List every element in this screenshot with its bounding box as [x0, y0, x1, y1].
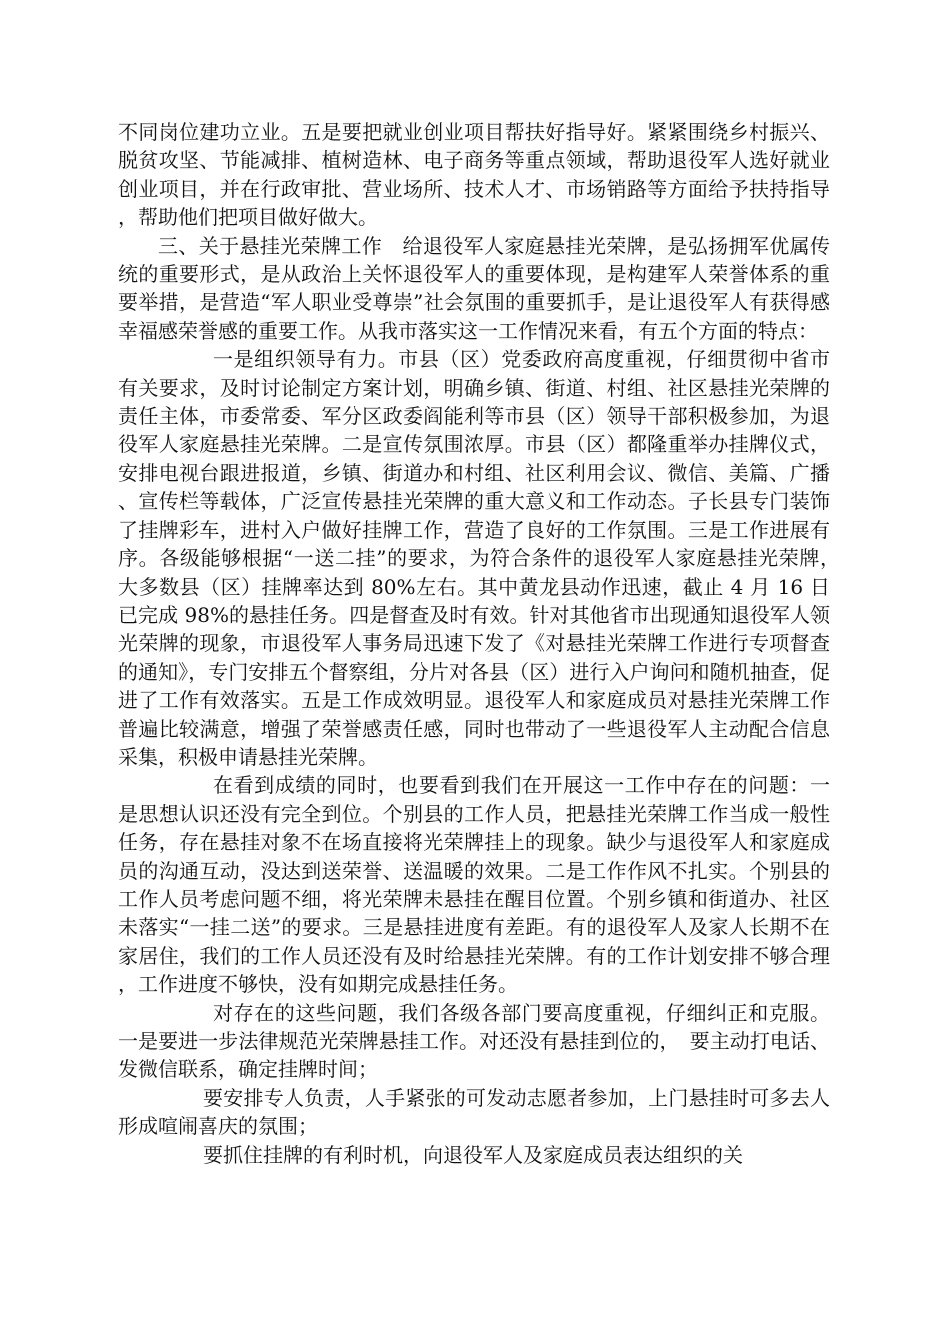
paragraph-assign-staff: 要安排专人负责，人手紧张的可发动志愿者参加，上门悬挂时可多去人形成喧闹喜庆的氛围；	[118, 1085, 830, 1139]
document-page	[118, 118, 850, 1169]
paragraph-existing-problems: 在看到成绩的同时，也要看到我们在开展这一工作中存在的问题：一是思想认识还没有完全到位。个别县的工作人员，把悬挂光荣牌工作当成一般性任务，存在悬挂对象不在场直接将光荣牌挂上的现象。缺少与退役军人和家庭成员的沟通互动，没达到送荣誉、送温暖的效果。二是工作作风不扎实。个别县的工作人员考虑问题不细，将光荣牌未悬挂在醒目位置。个别乡镇和街道办、社区未落实“一挂二送”的要求。三是悬挂进度有差距。有的退役军人及家人长期不在家居住，我们的工作人员还没有及时给悬挂光荣牌。有的工作计划安排不够合理，工作进度不够快，没有如期完成悬挂任务。	[118, 773, 830, 997]
paragraph-seize-opportunity: 要抓住挂牌的有利时机，向退役军人及家庭成员表达组织的关	[203, 1142, 743, 1167]
paragraph-employment-support: 不同岗位建功立业。五是要把就业创业项目帮扶好指导好。紧紧围绕乡村振兴、脱贫攻坚、节能减排、植树造林、电子商务等重点领域，帮助退役军人选好就业创业项目，并在行政审批、营业场所、技术人才、市场销路等方面给予扶持指导，帮助他们把项目做好做大。	[118, 120, 830, 230]
paragraph-honor-plaque-intro: 三、关于悬挂光荣牌工作 给退役军人家庭悬挂光荣牌，是弘扬拥军优属传统的重要形式，是从政治上关怀退役军人的重要体现，是构建军人荣誉体系的重要举措，是营造“军人职业受尊崇”社会氛围的重要抓手，是让退役军人有获得感幸福感荣誉感的重要工作。从我市落实这一工作情况来看，有五个方面的特点：	[118, 233, 830, 343]
paragraph-five-features: 一是组织领导有力。市县（区）党委政府高度重视，仔细贯彻中省市有关要求，及时讨论制定方案计划，明确乡镇、街道、村组、社区悬挂光荣牌的责任主体，市委常委、军分区政委阎能利等市县（区）领导干部积极参加，为退役军人家庭悬挂光荣牌。二是宣传氛围浓厚。市县（区）都隆重举办挂牌仪式，安排电视台跟进报道，乡镇、街道办和村组、社区利用会议、微信、美篇、广播、宣传栏等载体，广泛宣传悬挂光荣牌的重大意义和工作动态。子长县专门装饰了挂牌彩车，进村入户做好挂牌工作，营造了良好的工作氛围。三是工作进展有序。各级能够根据“一送二挂”的要求，为符合条件的退役军人家庭悬挂光荣牌， 大多数县（区）挂牌率达到 80%左右。其中黄龙县动作迅速，截止 4 月 16 日已完成 98%的悬挂任务。四是督查及时有效。针对其他省市出现通知退役军人领光荣牌的现象，市退役军人事务局迅速下发了《对悬挂光荣牌工作进行专项督查的通知》，专门安排五个督察组，分片对各县（区）进行入户询问和随机抽查，促进了工作有效落实。五是工作成效明显。退役军人和家庭成员对悬挂光荣牌工作普遍比较满意，增强了荣誉感责任感，同时也带动了一些退役军人主动配合信息采集，积极申请悬挂光荣牌。	[118, 347, 850, 769]
paragraph-corrective-measures: 对存在的这些问题，我们各级各部门要高度重视，仔细纠正和克服。一是要进一步法律规范光荣牌悬挂工作。对还没有悬挂到位的， 要主动打电话、发微信联系，确定挂牌时间；	[118, 1000, 830, 1082]
